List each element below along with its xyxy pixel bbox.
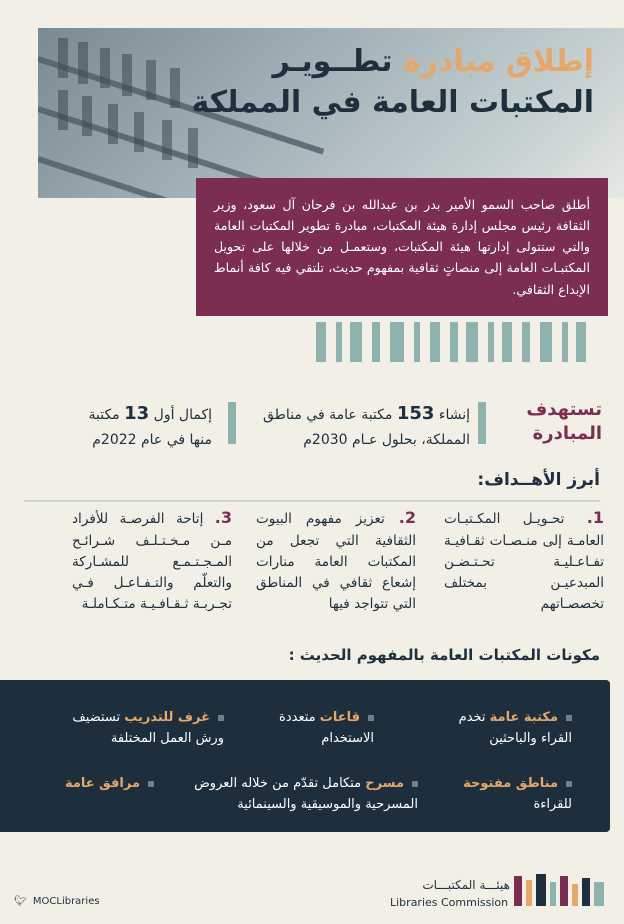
twitter-icon: 🐦︎ [14,896,27,907]
bullet-icon [218,715,224,721]
target-item-2-pre: إكمال أول [153,407,212,423]
bullet-icon [148,781,154,787]
goal-3-text: إتاحة الفرصـة للأفراد مـن مـخـتـلـف شـرائـح المـجـتـمـع للمشـاركة والتعلّم والتـفـاعـل فـي تجـربـة ثـقـافـيـة متـكـاملـة [72,511,232,612]
target-label-line1: تستهدف [526,399,602,420]
component-3-highlight: غرف للتدريب [124,710,210,725]
target-item-2-num: 13 [124,403,150,424]
twitter-handle-text: MOCLibraries [32,896,100,907]
goals-title: أبرز الأهــداف: [477,470,600,490]
bullet-icon [368,715,374,721]
bullet-icon [566,715,572,721]
component-1-line2: القراء والباحثين [489,730,572,746]
target-bar-2 [228,402,236,444]
component-3-line2: ورش العمل المختلفة [110,730,224,746]
component-5-rest: متكامل تقدّم من خلاله العروض [194,776,362,791]
component-4-highlight: مناطق مفتوحة [463,776,558,791]
component-public-facilities [65,774,154,795]
target-item-1-num: 153 [396,403,435,424]
component-open-areas [463,774,572,816]
component-4-line2: للقراءة [533,796,572,812]
goal-2-number: 2. [398,508,416,527]
goal-item-3 [72,506,232,615]
component-2-highlight: قاعات [319,710,360,725]
component-3-rest: تستضيف [72,710,121,725]
component-2-line2: الاستخدام [321,730,374,746]
components-title: مكونات المكتبات العامة بالمفهوم الحديث : [288,646,600,664]
goal-1-text: تحـويـل المكـتبـات العامـة إلى منـصـات ثقـافيـة تفـاعـليـة تحـتـضـن المبدعيـن بمختلف تخصصـاتهم [444,511,604,612]
target-label [526,398,602,447]
target-bar-1 [478,402,486,444]
target-item-2 [88,400,212,451]
intro-text: أطلق صاحب السمو الأمير بدر بن عبدالله بن فرحان آل سعود، وزير الثقافة رئيس مجلس إدارة هيئة المكتبات، مبادرة تطوير المكتبات العامة والتي ستتولى إدارتها هيئة المكتبات، وستعمـل من خلالها على تحويل المكتبـات العامة إلى منصاتٍ ثقافية بمفهوم حديث، تلتقي فيه كافة أنماط الإبداع الثقافي. [214,197,590,297]
target-item-1-post: مكتبة عامة في مناطق [263,407,393,423]
target-item-2-line2: منها في عام 2022م [92,431,212,448]
target-item-1 [263,400,470,451]
target-item-2-post: مكتبة [88,407,120,423]
goal-item-1 [444,506,604,615]
component-1-rest: تخدم [458,710,486,725]
intro-panel [196,178,608,316]
title-line2: المكتبات العامة في المملكة [191,84,594,120]
goal-3-number: 3. [214,508,232,527]
goal-2-text: تعزيز مفهوم البيوت الثقافية التي تجعل من المكتبات العامة منارات إشعاع ثقافي في المناطق التي تتواجد فيها [256,511,416,612]
bullet-icon [566,781,572,787]
component-6-highlight: مرافق عامة [64,776,140,791]
page-title [191,42,594,123]
target-label-line2: المبادرة [532,423,602,445]
goal-1-number: 1. [586,508,605,527]
title-accent: إطلاق مبادرة [402,44,594,79]
component-5-line2: المسرحية والموسيقية والسينمائية [237,796,418,812]
logo-english-text: Libraries Commission [390,896,509,909]
target-item-1-line2: المملكة، بحلول عـام 2030م [303,431,470,448]
component-2-rest: متعددة [279,710,316,725]
component-halls [279,708,374,750]
bullet-icon [412,781,418,787]
logo-arabic-text: هيئـــة المكتبـــات [422,878,510,892]
component-5-highlight: مسرح [365,776,404,791]
target-item-1-pre: إنشاء [438,407,470,423]
twitter-handle[interactable] [14,896,100,907]
goals-divider [24,500,600,502]
component-theater [194,774,418,816]
goal-item-2 [256,506,416,615]
component-training-rooms [72,708,224,750]
libraries-commission-logo-icon [512,872,610,908]
title-rest: تطــويـر [272,44,393,79]
component-public-library [459,708,572,750]
component-1-highlight: مكتبة عامة [489,710,558,725]
